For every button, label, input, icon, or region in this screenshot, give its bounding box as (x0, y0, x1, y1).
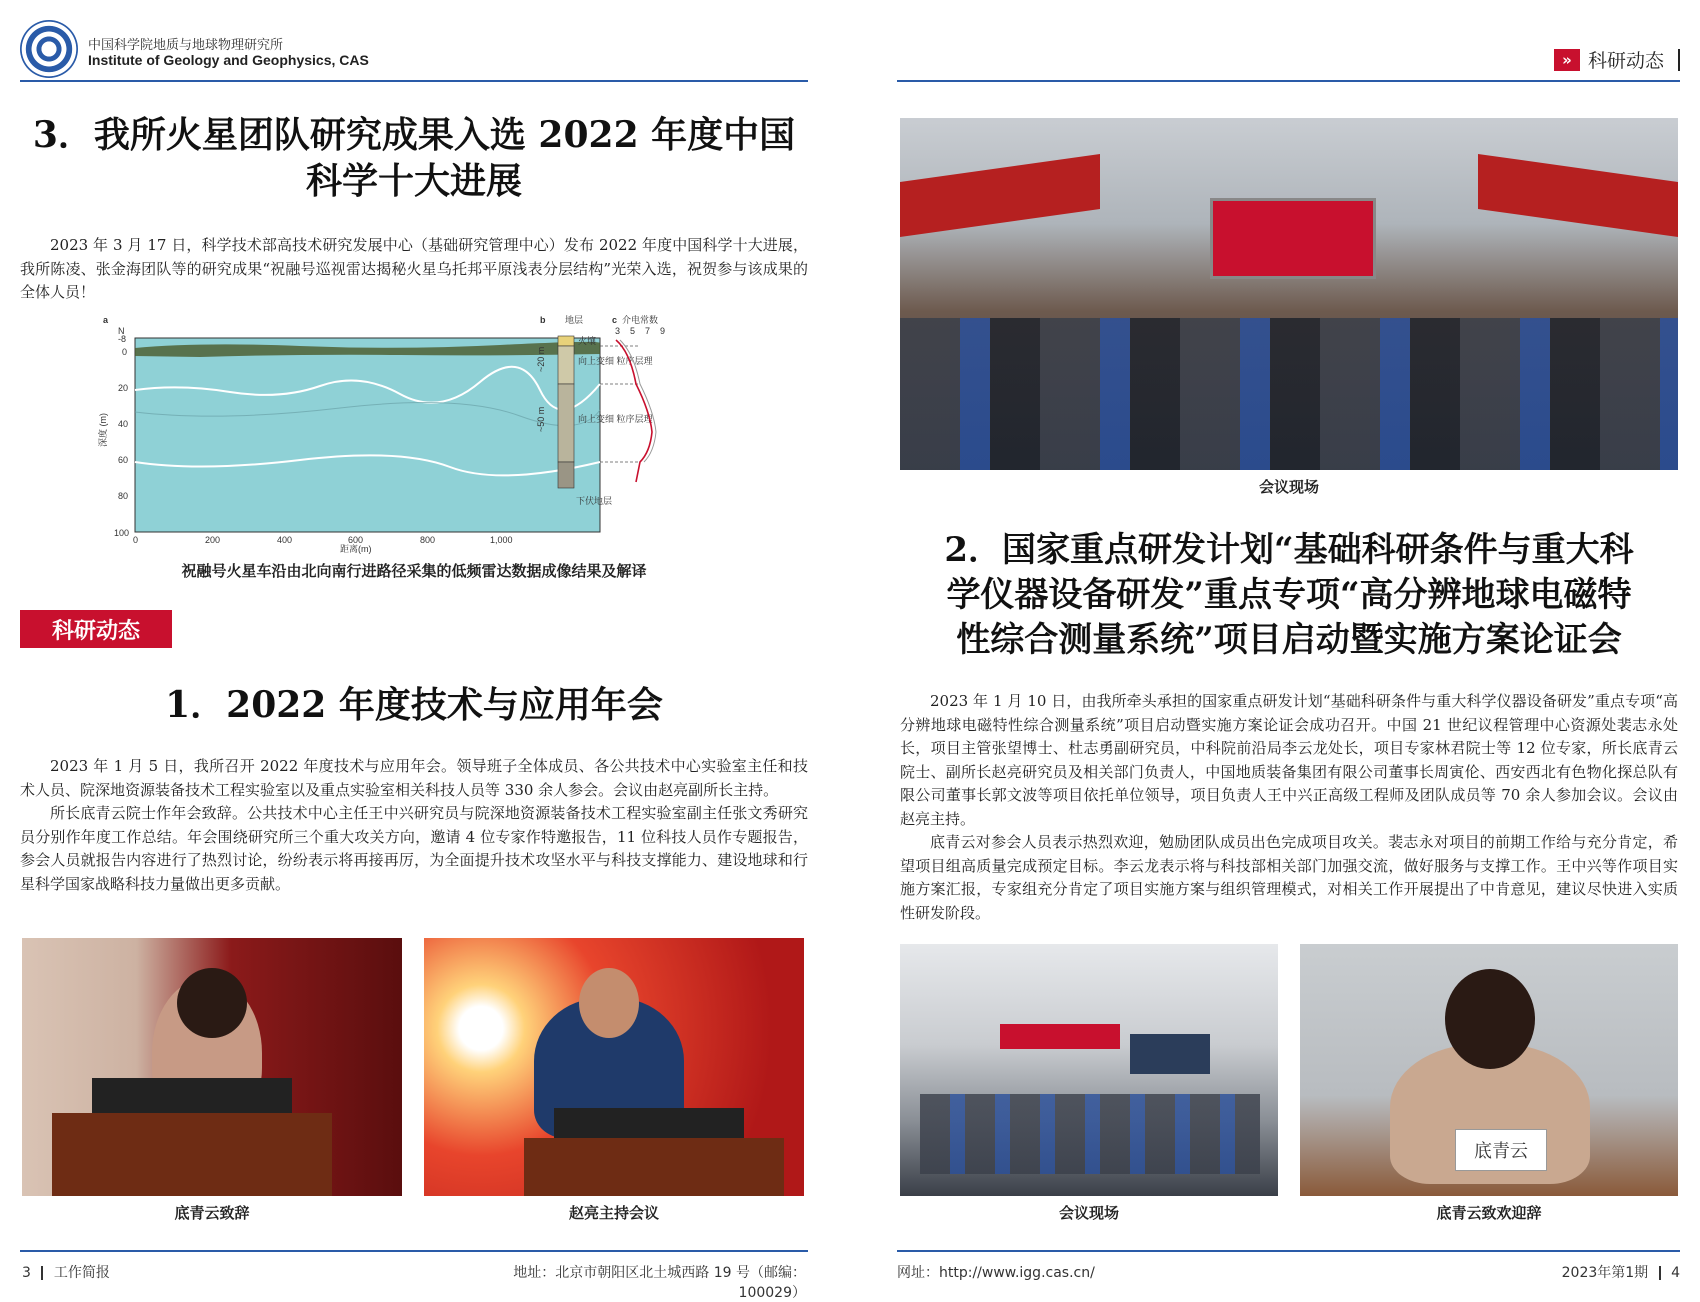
person-hair (1445, 969, 1535, 1069)
depth-tick: 100 (114, 528, 130, 538)
article2-title-line3: 性综合测量系统”项目启动暨实施方案论证会 (956, 620, 1622, 660)
article3-title-line1: 3．我所火星团队研究成果入选 2022 年度中国 (32, 114, 796, 156)
radar-figure (100, 312, 740, 552)
header-rule-left (20, 80, 808, 82)
article3-body (20, 234, 808, 305)
article3-paragraph: 2023 年 3 月 17 日，科学技术部高技术研究发展中心（基础研究管理中心）发布 2022 年度中国科学十大进展，我所陈凌、张金海团队等的研究成果“祝融号巡视雷达揭秘火星乌托邦平原浅表分层结构”光荣入选，祝贺参与该成果的全体人员！ (20, 236, 808, 301)
institute-name-en: Institute of Geology and Geophysics, CAS (88, 52, 369, 68)
permittivity-tick: 9 (660, 326, 666, 336)
footer-divider (41, 1266, 43, 1280)
nameplate: 底青云 (1455, 1129, 1547, 1171)
radargram (135, 338, 600, 532)
photo-caption-meeting-room: 会议现场 (1058, 1204, 1119, 1222)
distance-tick: 1,000 (490, 535, 513, 545)
photo-caption-meeting-hall: 会议现场 (1258, 478, 1319, 496)
audience-rows (900, 318, 1678, 470)
article3-title-line2: 科学十大进展 (305, 160, 522, 202)
distance-axis-label: 距离(m) (340, 544, 372, 554)
distance-ticks (133, 535, 513, 545)
strata-title: 地层 (565, 315, 584, 325)
person-hair (177, 968, 247, 1038)
footer-divider (1659, 1266, 1661, 1280)
strata-label-bedrock: 下伏地层 (576, 496, 613, 506)
podium (524, 1138, 784, 1196)
depth-marker-50m: ~50 m (536, 406, 546, 432)
distance-tick: 600 (348, 535, 364, 545)
footer-address: 地址：北京市朝阳区北土城西路 19 号（邮编：100029） (513, 1265, 806, 1301)
permittivity-title: 介电常数 (622, 315, 659, 325)
distance-tick: 800 (420, 535, 436, 545)
footer-rule-left (20, 1250, 808, 1252)
depth-tick: 0 (122, 347, 128, 357)
article1-paragraph-2: 所长底青云院士作年会致辞。公共技术中心主任王中兴研究员与院深地资源装备技术工程实验室副主任张文秀研究员分别作年度工作总结。年会围绕研究所三个重大攻关方向，邀请 4 位专家作特邀报告，11 位科技人员作专题报告，参会人员就报告内容进行了热烈讨论，纷纷表示将再接再厉，为全面提升技术攻坚水平与科技支撑能力、建设地球和行星科学国家战略科技力量做出更多贡献。 (20, 804, 808, 893)
footer-right-page (1562, 1262, 1680, 1282)
participants (920, 1094, 1260, 1174)
podium (52, 1113, 332, 1196)
article2-title-line2: 学仪器设备研发”重点专项“高分辨地球电磁特 (946, 575, 1632, 615)
distance-tick: 400 (277, 535, 293, 545)
depth-tick: 80 (118, 491, 129, 501)
article2-paragraph-2: 底青云对参会人员表示热烈欢迎，勉励团队成员出色完成项目攻关。裴志永对项目的前期工作给与充分肯定，希望项目组高质量完成预定目标。李云龙表示将与科技部相关部门加强交流，做好服务与支撑工作。王中兴等作项目实施方案汇报，专家组充分肯定了项目实施方案与组织管理模式，对相关工作开展提出了中肯意见，建议尽快进入实质性研发阶段。 (900, 833, 1678, 922)
strata-label-regolith: 火壤 (578, 336, 597, 346)
article1-paragraph-1: 2023 年 1 月 5 日，我所召开 2022 年度技术与应用年会。领导班子全体成员、各公共技术中心实验室主任和技术人员、院深地资源装备技术工程实验室以及重点实验室相关科技人员等 330 余人参会。会议由赵亮副所长主持。 (20, 757, 808, 799)
article3-title (20, 112, 808, 204)
permittivity-ticks (615, 326, 665, 336)
institute-name-cn: 中国科学院地质与地球物理研究所 (88, 38, 284, 53)
photo-zhao-liang-hosting (424, 938, 804, 1196)
publication-title: 工作简报 (53, 1265, 110, 1281)
article2-title (900, 528, 1678, 663)
strata-layer (558, 384, 574, 462)
issue-label: 2023年第1期 (1561, 1265, 1649, 1281)
photo-caption-zhao-liang: 赵亮主持会议 (568, 1204, 659, 1222)
article1-title: 1．2022 年度技术与应用年会 (165, 684, 663, 726)
strata-label-fining-2: 向上变细 粒序层理 (578, 414, 653, 424)
depth-tick: -8 (118, 334, 127, 344)
panel-c-label: c (612, 315, 618, 325)
section-tag-label: 科研动态 (1587, 50, 1664, 72)
footer-left-page (22, 1262, 110, 1282)
strata-layer (558, 462, 574, 488)
depth-axis-label: 深度 (m) (98, 413, 108, 447)
page-number-right: 4 (1671, 1265, 1680, 1281)
strata-layer (558, 336, 574, 346)
panel-a-label: a (103, 315, 109, 325)
section-label-red: 科研动态 (20, 610, 172, 648)
institute-logo (20, 20, 78, 78)
footer-website: 网址：http://www.igg.cas.cn/ (897, 1265, 1095, 1281)
person-head (579, 968, 639, 1038)
north-label: N (118, 326, 125, 336)
photo-di-qingyun-speech (22, 938, 402, 1196)
photo-meeting-hall (900, 118, 1678, 470)
video-screen (1130, 1034, 1210, 1074)
permittivity-tick: 3 (615, 326, 621, 336)
depth-marker-20m: ~20 m (536, 346, 546, 372)
banner-right (1478, 154, 1678, 237)
distance-tick: 200 (205, 535, 221, 545)
permittivity-tick: 5 (630, 326, 636, 336)
banner-left (900, 154, 1100, 237)
banner (1000, 1024, 1120, 1049)
article2-title-line1: 2．国家重点研发计划“基础科研条件与重大科 (944, 530, 1634, 570)
article1-body (20, 755, 808, 896)
page-number-left: 3 (22, 1265, 31, 1281)
double-chevron-icon: » (1554, 49, 1580, 71)
radar-figure-caption: 祝融号火星车沿由北向南行进路径采集的低频雷达数据成像结果及解译 (181, 562, 647, 580)
projection-screen (1210, 198, 1376, 279)
strata-layer (558, 346, 574, 384)
depth-tick: 60 (118, 455, 129, 465)
panel-b-label: b (540, 315, 546, 325)
depth-tick: 40 (118, 419, 129, 429)
photo-di-qingyun-welcome (1300, 944, 1678, 1196)
strata-label-fining-1: 向上变细 粒序层理 (578, 356, 653, 366)
article2-body (900, 690, 1678, 925)
photo-caption-di-qingyun: 底青云致辞 (174, 1204, 250, 1222)
photo-meeting-room (900, 944, 1278, 1196)
article2-paragraph-1: 2023 年 1 月 10 日，由我所牵头承担的国家重点研发计划“基础科研条件与重大科学仪器设备研发”重点专项“高分辨地球电磁特性综合测量系统”项目启动暨实施方案论证会成功召开。中国 21 世纪议程管理中心资源处裴志永处长，项目主管张望博士、杜志勇副研究员，中科院前沿局李云龙处长，项目专家林君院士等 12 位专家，所长底青云院士、副所长赵亮研究员及相关部门负责人，中国地质装备集团有限公司董事长周寅伦、西安西北有色物化探总队有限公司董事长郭文波等项目依托单位领导，项目负责人王中兴正高级工程师及团队成员等 70 余人参加会议。会议由赵亮主持。 (900, 692, 1678, 828)
depth-ticks (114, 334, 129, 538)
header-rule-right (897, 80, 1680, 82)
section-divider (1678, 49, 1680, 71)
footer-rule-right (897, 1250, 1680, 1252)
distance-tick: 0 (133, 535, 139, 545)
depth-tick: 20 (118, 383, 129, 393)
permittivity-tick: 7 (645, 326, 651, 336)
photo-caption-welcome: 底青云致欢迎辞 (1436, 1204, 1542, 1222)
section-tag (1554, 46, 1680, 73)
